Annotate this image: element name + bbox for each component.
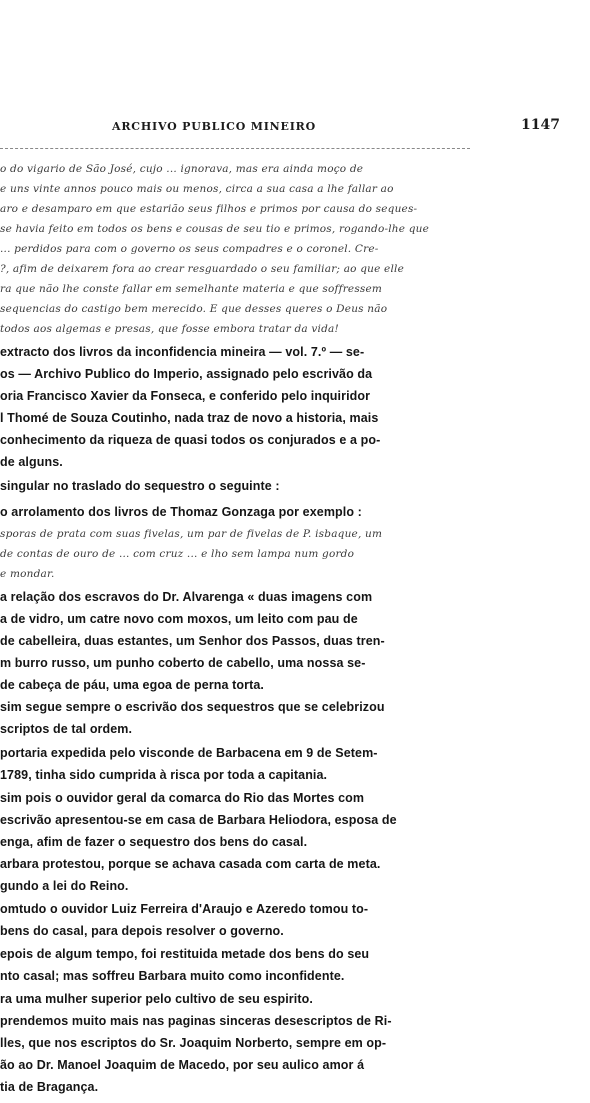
quoted-italic-line: sequencias do castigo bem merecido. E que desses queres o Deus não xyxy=(0,303,388,315)
body-line: scriptos de tal ordem. xyxy=(0,722,133,736)
page-number: 1147 xyxy=(521,117,560,133)
body-line: ra uma mulher superior pelo cultivo de seu espirito. xyxy=(0,992,313,1006)
quoted-italic-line: ra que não lhe conste fallar em semelhante materia e que soffressem xyxy=(0,283,383,295)
body-line: arbara protestou, porque se achava casada com carta de meta. xyxy=(0,857,381,871)
quoted-italic-line: ?, afim de deixarem fora ao crear resguardado o seu familiar; ao que elle xyxy=(0,263,404,275)
body-line: extracto dos livros da inconfidencia mineira — vol. 7.º — se- xyxy=(0,345,365,359)
body-line: a relação dos escravos do Dr. Alvarenga « duas imagens com xyxy=(0,590,373,604)
quoted-italic-line: e mondar. xyxy=(0,568,55,580)
body-line: oria Francisco Xavier da Fonseca, e conferido pelo inquiridor xyxy=(0,389,371,403)
quoted-italic-line: e uns vinte annos pouco mais ou menos, circa a sua casa a lhe fallar ao xyxy=(0,183,394,195)
body-line: sim pois o ouvidor geral da comarca do Rio das Mortes com xyxy=(0,791,365,805)
body-line: o arrolamento dos livros de Thomaz Gonzaga por exemplo : xyxy=(0,505,362,519)
body-line: escrivão apresentou-se em casa de Barbara Heliodora, esposa de xyxy=(0,813,397,827)
quoted-italic-line: sporas de prata com suas fivelas, um par de fivelas de P. isbaque, um xyxy=(0,528,383,540)
body-line: enga, afim de fazer o sequestro dos bens do casal. xyxy=(0,835,308,849)
body-line: de alguns. xyxy=(0,455,63,469)
quoted-italic-line: o do vigario de São José, cujo ... ignorava, mas era ainda moço de xyxy=(0,163,364,175)
body-line: tia de Bragança. xyxy=(0,1080,99,1094)
quoted-italic-line: se havia feito em todos os bens e cousas de seu tio e primos, rogando-lhe que xyxy=(0,223,430,235)
body-line: nto casal; mas soffreu Barbara muito como inconfidente. xyxy=(0,969,345,983)
quoted-italic-line: de contas de ouro de ... com cruz ... e lho sem lampa num gordo xyxy=(0,548,355,560)
body-line: a de vidro, um catre novo com moxos, um leito com pau de xyxy=(0,612,358,626)
body-line: 1789, tinha sido cumprida à risca por toda a capitania. xyxy=(0,768,328,782)
body-line: gundo a lei do Reino. xyxy=(0,879,129,893)
body-line: m burro russo, um punho coberto de cabello, uma nossa se- xyxy=(0,656,366,670)
body-line: singular no traslado do sequestro o seguinte : xyxy=(0,479,280,493)
quoted-italic-line: ... perdidos para com o governo os seus compadres e o coronel. Cre- xyxy=(0,243,379,255)
body-line: l Thomé de Souza Coutinho, nada traz de novo a historia, mais xyxy=(0,411,379,425)
body-line: sim segue sempre o escrivão dos sequestros que se celebrizou xyxy=(0,700,385,714)
body-line: de cabelleira, duas estantes, um Senhor dos Passos, duas tren- xyxy=(0,634,385,648)
quoted-italic-line: todos aos algemas e presas, que fosse embora tratar da vida! xyxy=(0,323,339,335)
header-title: ARCHIVO PUBLICO MINEIRO xyxy=(112,120,316,133)
quoted-italic-line: aro e desamparo em que estarião seus filhos e primos por causa do seques- xyxy=(0,203,418,215)
body-line: ão ao Dr. Manoel Joaquim de Macedo, por seu aulico amor á xyxy=(0,1058,365,1072)
body-line: lles, que nos escriptos do Sr. Joaquim Norberto, sempre em op- xyxy=(0,1036,387,1050)
body-line: portaria expedida pelo visconde de Barbacena em 9 de Setem- xyxy=(0,746,378,760)
body-line: de cabeça de páu, uma egoa de perna torta. xyxy=(0,678,265,692)
body-line: os — Archivo Publico do Imperio, assignado pelo escrivão da xyxy=(0,367,373,381)
body-line: omtudo o ouvidor Luiz Ferreira d'Araujo e Azeredo tomou to- xyxy=(0,902,369,916)
body-line: conhecimento da riqueza de quasi todos os conjurados e a po- xyxy=(0,433,381,447)
body-line: bens do casal, para depois resolver o governo. xyxy=(0,924,284,938)
body-line: epois de algum tempo, foi restituida metade dos bens do seu xyxy=(0,947,370,961)
body-line: prendemos muito mais nas paginas sinceras desescriptos de Ri- xyxy=(0,1014,392,1028)
